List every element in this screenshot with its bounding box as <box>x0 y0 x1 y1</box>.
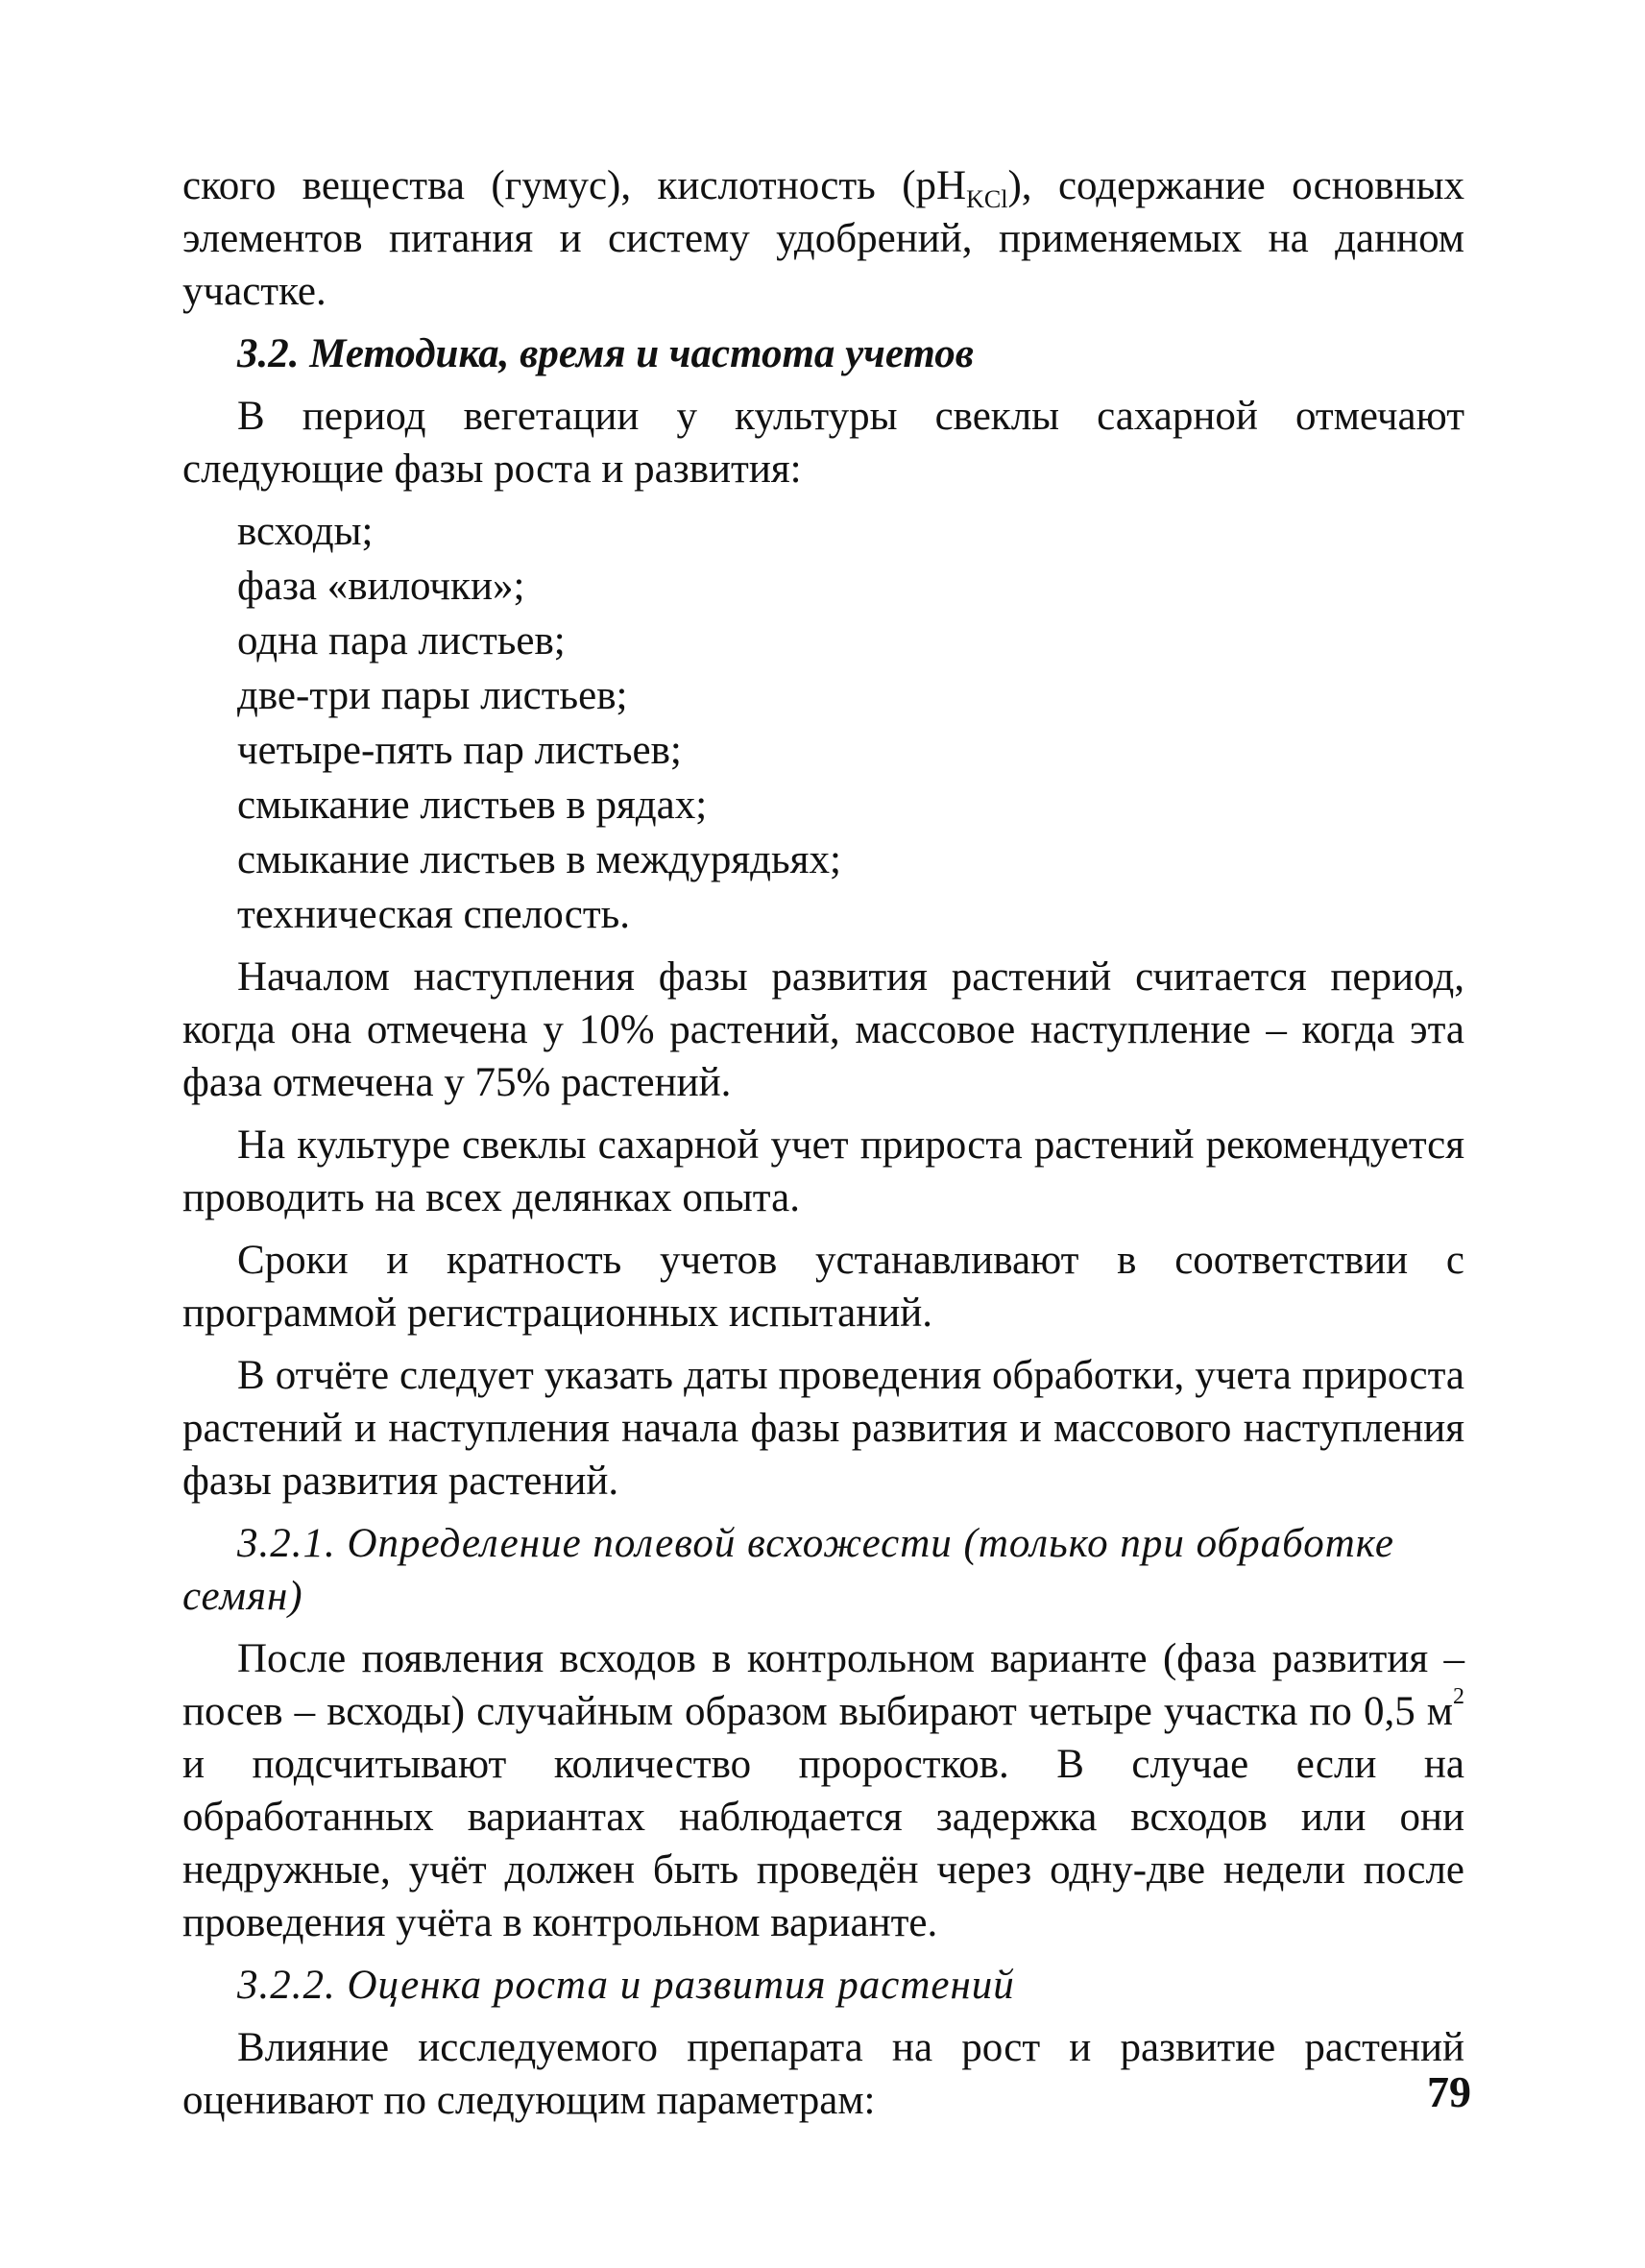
list-item: одна пара листьев; <box>237 618 566 664</box>
list-item: две-три пары листьев; <box>237 673 628 718</box>
paragraph-phases-intro: В период вегетации у культуры свеклы сахарной отмечают следующие фазы роста и развития: <box>182 394 1464 492</box>
text-span: После появления всходов в контрольном варианте (фаза развития – посев – всходы) случайным образом выбирают четыре участка по 0,5 м <box>182 1636 1464 1734</box>
list-item: техническая спелость. <box>237 892 631 937</box>
subscript-kcl: KCl <box>966 185 1008 213</box>
paragraph-field-germination <box>182 1632 1464 1949</box>
text-span: и подсчитывают количество проростков. В случае если на обработанных вариантах наблюдается задержка всходов или они недружные, учёт должен быть проведён через одну-две недели после проведения учёта в контрольном варианте. <box>182 1742 1464 1945</box>
paragraph-parameters: Влияние исследуемого препарата на рост и развитие растений оценивают по следующим параметрам: <box>182 2025 1464 2123</box>
list-item: фаза «вилочки»; <box>237 564 525 609</box>
list-item: смыкание листьев в рядах; <box>237 783 708 828</box>
body-text <box>182 159 1464 2127</box>
list-item: смыкание листьев в междурядьях; <box>237 837 841 882</box>
subsection-heading-3-2-1: 3.2.1. Определение полевой всхожести (только при обработке семян) <box>182 1521 1394 1619</box>
section-heading-3-2: 3.2. Методика, время и частота учетов <box>237 331 974 376</box>
page-number: 79 <box>1427 2067 1471 2116</box>
paragraph-phase-onset: Началом наступления фазы развития растений считается период, когда она отмечена у 10% растений, массовое наступление – когда эта фаза отмечена у 75% растений. <box>182 954 1464 1105</box>
phases-list <box>182 505 1464 941</box>
superscript-2: 2 <box>1453 1684 1464 1709</box>
list-item: четыре-пять пар листьев; <box>237 728 682 773</box>
text-span: ), содержание основных элементов питания и систему удобрений, применяемых на данном участке. <box>182 163 1464 314</box>
paragraph-timing: Сроки и кратность учетов устанавливают в соответствии с программой регистрационных испытаний. <box>182 1238 1464 1336</box>
list-item: всходы; <box>237 509 374 554</box>
paragraph-continuation <box>182 159 1464 318</box>
text-span: ского вещества (гумус), кислотность (pH <box>182 163 967 208</box>
paragraph-report: В отчёте следует указать даты проведения обработки, учета прироста растений и наступления начала фазы развития и массового наступления фазы развития растений. <box>182 1353 1464 1504</box>
subsection-heading-3-2-2: 3.2.2. Оценка роста и развития растений <box>237 1963 1015 2008</box>
paragraph-growth-record: На культуре свеклы сахарной учет прироста растений рекомендуется проводить на всех делянках опыта. <box>182 1122 1464 1220</box>
